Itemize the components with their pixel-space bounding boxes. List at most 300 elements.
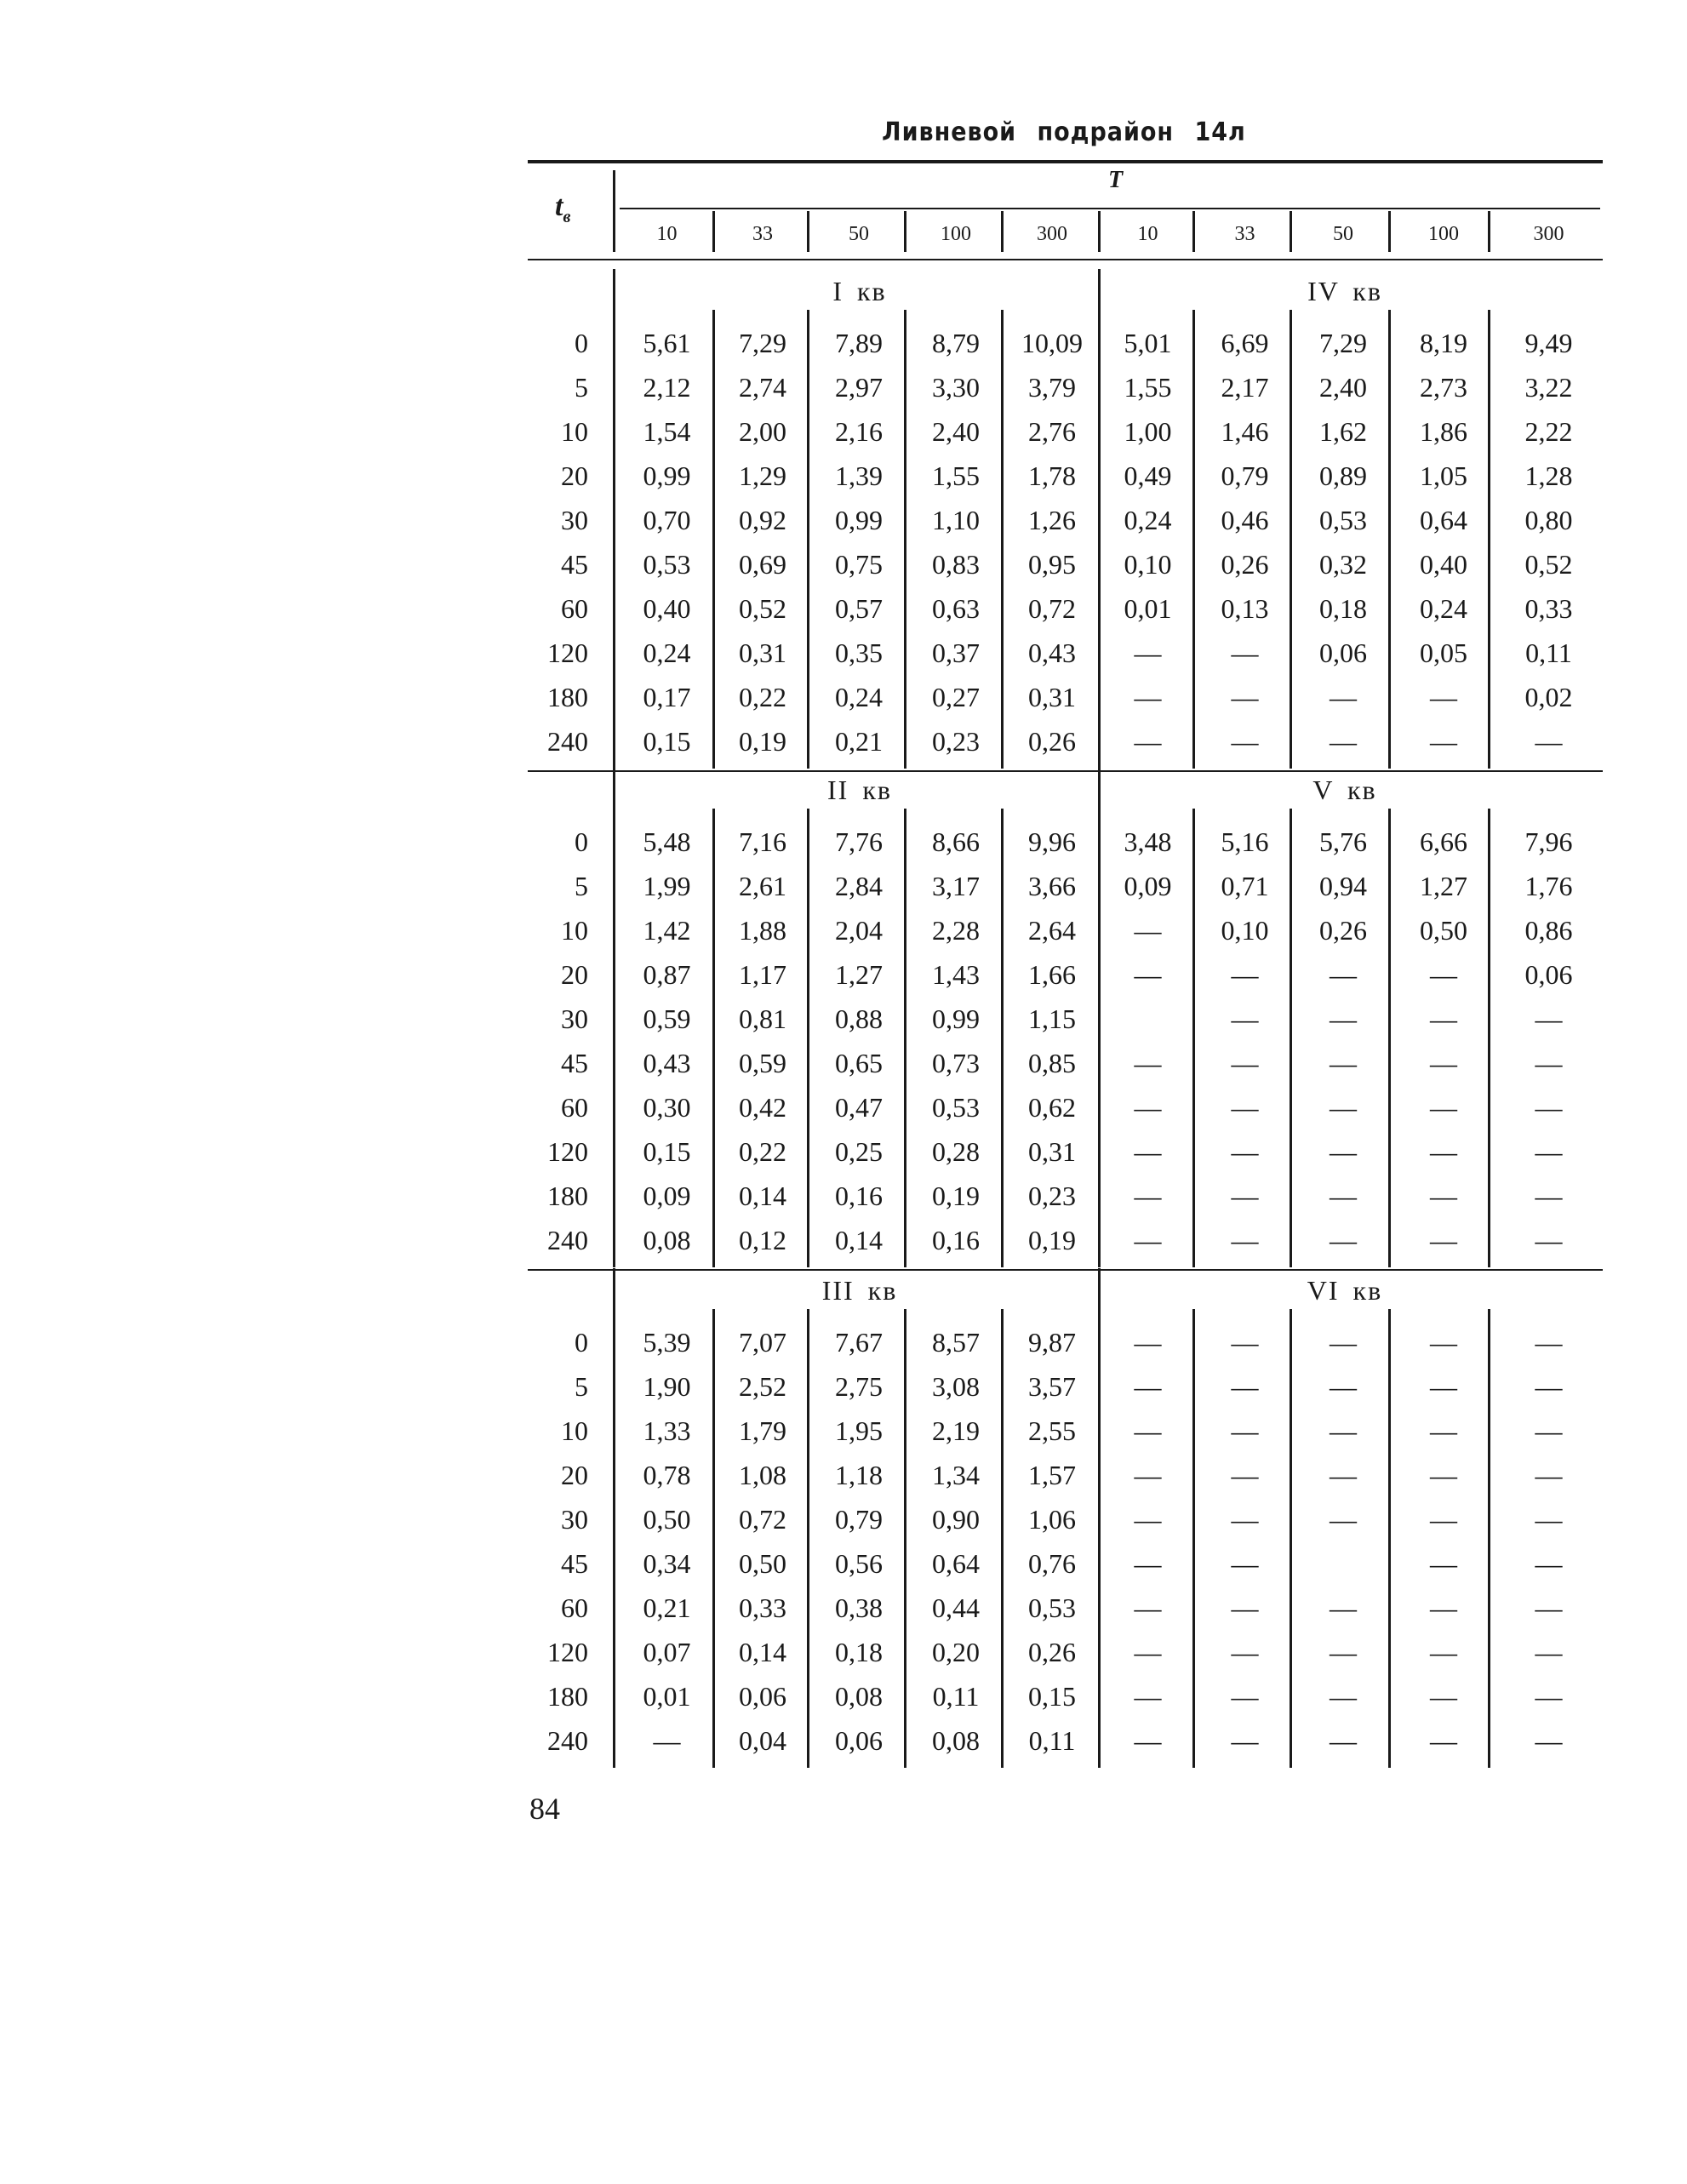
table-cell: —	[1535, 1637, 1563, 1667]
table-cell: 0,16	[835, 1181, 883, 1211]
table-cell: 0,26	[1028, 1637, 1076, 1667]
row-label: 240	[547, 726, 588, 757]
table-cell: 0,88	[835, 1003, 883, 1034]
table-cell: 0,43	[1028, 637, 1076, 668]
block-separator-rule	[528, 1269, 1603, 1271]
table-cell: 1,66	[1028, 959, 1076, 990]
table-cell: 0,02	[1524, 682, 1573, 712]
table-cell: 0,62	[1028, 1092, 1076, 1123]
row-label: 0	[575, 1327, 588, 1358]
table-cell: 9,49	[1524, 328, 1573, 358]
table-cell: —	[1535, 1092, 1563, 1123]
table-cell: 0,92	[739, 505, 786, 535]
table-cell: 0,31	[1028, 682, 1076, 712]
table-cell: —	[1430, 1415, 1457, 1446]
table-cell: 2,00	[739, 416, 786, 447]
table-cell: 1,10	[932, 505, 980, 535]
table-cell: 2,74	[739, 372, 786, 403]
header-bottom-rule	[528, 259, 1603, 260]
table-cell: 5,01	[1124, 328, 1172, 358]
table-cell: 1,55	[1124, 372, 1172, 403]
column-header: 100	[1428, 223, 1459, 245]
table-cell: 0,19	[932, 1181, 980, 1211]
table-cell: —	[1134, 1637, 1162, 1667]
table-cell: 9,87	[1028, 1327, 1076, 1358]
table-cell: 2,97	[835, 372, 883, 403]
table-cell: 0,19	[739, 726, 786, 757]
table-cell: 0,09	[1124, 871, 1172, 901]
table-cell: 0,14	[739, 1181, 786, 1211]
table-cell: 0,15	[643, 726, 691, 757]
table-cell: 0,25	[835, 1136, 883, 1167]
table-cell: 3,22	[1524, 372, 1573, 403]
column-group-header: T	[1108, 167, 1124, 193]
table-cell: —	[1535, 1327, 1563, 1358]
table-cell: 0,44	[932, 1592, 980, 1623]
table-cell: 0,24	[835, 682, 883, 712]
row-label: 5	[575, 871, 588, 901]
table-cell: 0,20	[932, 1637, 980, 1667]
table-cell: 0,71	[1221, 871, 1269, 901]
table-cell: 8,57	[932, 1327, 980, 1358]
table-cell: 0,23	[932, 726, 980, 757]
column-header: 33	[1234, 223, 1255, 245]
table-cell: 1,05	[1420, 460, 1467, 491]
table-cell: —	[1330, 1327, 1357, 1358]
header-column-divider	[1192, 211, 1195, 252]
row-label: 120	[547, 637, 588, 668]
table-cell: —	[1330, 1048, 1357, 1078]
table-cell: 0,22	[739, 1136, 786, 1167]
t-group-rule	[620, 208, 1600, 209]
row-label: 60	[561, 1092, 588, 1123]
table-cell: 7,76	[835, 826, 883, 857]
table-cell: —	[1231, 1092, 1259, 1123]
table-cell: 5,48	[643, 826, 691, 857]
table-cell: 1,15	[1028, 1003, 1076, 1034]
table-cell: —	[1430, 1225, 1457, 1255]
table-cell: 3,08	[932, 1371, 980, 1402]
row-label: 45	[561, 1548, 588, 1579]
table-cell: —	[1134, 1504, 1162, 1535]
section-label: I кв	[832, 276, 887, 306]
row-label: 20	[561, 460, 588, 491]
table-cell: 0,30	[643, 1092, 691, 1123]
table-cell: 9,96	[1028, 826, 1076, 857]
table-cell: 2,61	[739, 871, 786, 901]
table-cell: 0,90	[932, 1504, 980, 1535]
table-cell: 0,50	[739, 1548, 786, 1579]
table-cell: —	[1330, 1725, 1357, 1756]
table-cell: —	[1535, 1460, 1563, 1490]
row-label: 10	[561, 915, 588, 946]
table-cell: 2,40	[932, 416, 980, 447]
top-rule	[528, 160, 1603, 163]
section-label: VI кв	[1307, 1275, 1383, 1306]
row-label: 180	[547, 1681, 588, 1712]
table-cell: —	[1535, 1003, 1563, 1034]
table-cell: 0,86	[1524, 915, 1573, 946]
row-label: 45	[561, 1048, 588, 1078]
row-label: 20	[561, 1460, 588, 1490]
table-cell: 2,84	[835, 871, 883, 901]
table-cell: —	[1231, 1003, 1259, 1034]
table-cell: 0,26	[1319, 915, 1367, 946]
header-column-divider	[1001, 211, 1004, 252]
table-cell: 3,79	[1028, 372, 1076, 403]
table-cell: —	[1134, 1592, 1162, 1623]
column-header: 33	[752, 223, 773, 245]
table-cell: —	[1330, 959, 1357, 990]
table-cell: 1,46	[1221, 416, 1269, 447]
table-cell: 1,55	[932, 460, 980, 491]
table-cell: 2,12	[643, 372, 691, 403]
table-cell: 8,19	[1420, 328, 1467, 358]
column-header: 300	[1037, 223, 1067, 245]
table-cell: —	[1231, 682, 1259, 712]
table-cell: 0,78	[643, 1460, 691, 1490]
row-label: 20	[561, 959, 588, 990]
section-label: II кв	[827, 775, 892, 805]
row-header-label: $t_в$	[555, 191, 571, 226]
table-cell: —	[1430, 1048, 1457, 1078]
table-cell: —	[1330, 1504, 1357, 1535]
table-cell: 1,00	[1124, 416, 1172, 447]
table-cell: —	[1231, 1225, 1259, 1255]
table-cell: 0,35	[835, 637, 883, 668]
table-cell: 1,90	[643, 1371, 691, 1402]
table-cell: 0,01	[1124, 593, 1172, 624]
table-cell: —	[1535, 1136, 1563, 1167]
table-cell: 0,33	[739, 1592, 786, 1623]
table-cell: —	[1430, 1092, 1457, 1123]
row-label: 120	[547, 1136, 588, 1167]
row-label: 180	[547, 1181, 588, 1211]
table-cell: —	[1535, 1415, 1563, 1446]
table-cell: 0,15	[643, 1136, 691, 1167]
table-cell: 7,67	[835, 1327, 883, 1358]
table-cell: 0,31	[1028, 1136, 1076, 1167]
table-cell: 0,27	[932, 682, 980, 712]
table-cell: —	[1231, 1136, 1259, 1167]
column-header: 300	[1533, 223, 1564, 245]
table-cell: 1,42	[643, 915, 691, 946]
table-cell: —	[1134, 682, 1162, 712]
table-cell: 0,76	[1028, 1548, 1076, 1579]
row-label: 10	[561, 416, 588, 447]
table-cell: —	[1330, 1136, 1357, 1167]
table-cell: 0,10	[1221, 915, 1269, 946]
table-cell: 2,22	[1524, 416, 1573, 447]
header-divider	[613, 170, 615, 252]
table-cell: 1,18	[835, 1460, 883, 1490]
table-cell: 0,05	[1420, 637, 1467, 668]
header-column-divider	[1388, 211, 1391, 252]
table-cell: —	[1535, 1048, 1563, 1078]
table-cell: 0,14	[835, 1225, 883, 1255]
header-column-divider	[1290, 211, 1292, 252]
table-cell: 2,16	[835, 416, 883, 447]
header-column-divider	[807, 211, 809, 252]
table-cell: 0,46	[1221, 505, 1269, 535]
table-cell: 0,70	[643, 505, 691, 535]
table-cell: 7,89	[835, 328, 883, 358]
table-cell: —	[1430, 1003, 1457, 1034]
table-cell: 0,53	[1319, 505, 1367, 535]
header-column-divider	[1098, 211, 1101, 252]
row-label: 240	[547, 1725, 588, 1756]
table-cell: 2,64	[1028, 915, 1076, 946]
table-cell: 1,29	[739, 460, 786, 491]
table-cell: 1,17	[739, 959, 786, 990]
column-header: 50	[849, 223, 869, 245]
table-cell: 1,33	[643, 1415, 691, 1446]
table-cell: 0,06	[1319, 637, 1367, 668]
table-cell: —	[1134, 1681, 1162, 1712]
table-cell: 0,01	[643, 1681, 691, 1712]
section-label: III кв	[821, 1275, 898, 1306]
row-label: 30	[561, 1504, 588, 1535]
table-cell: 1,27	[835, 959, 883, 990]
column-header: 50	[1333, 223, 1353, 245]
table-cell: 0,99	[932, 1003, 980, 1034]
table-cell: —	[1430, 682, 1457, 712]
header-column-divider	[904, 211, 906, 252]
table-cell: —	[1231, 1504, 1259, 1535]
table-cell: 0,72	[739, 1504, 786, 1535]
table-cell: 0,69	[739, 549, 786, 580]
table-cell: 5,39	[643, 1327, 691, 1358]
table-cell: —	[1231, 1327, 1259, 1358]
table-cell: 0,23	[1028, 1181, 1076, 1211]
table-cell: —	[1330, 1225, 1357, 1255]
table-cell: —	[1330, 1181, 1357, 1211]
table-cell: —	[1231, 1048, 1259, 1078]
page-number: 84	[529, 1792, 560, 1826]
table-cell: 10,09	[1021, 328, 1083, 358]
row-label: 180	[547, 682, 588, 712]
table-cell: 1,99	[643, 871, 691, 901]
table-cell: 0,11	[1028, 1725, 1076, 1756]
table-cell: —	[1231, 1460, 1259, 1490]
table-cell: 2,40	[1319, 372, 1367, 403]
table-cell: 0,26	[1221, 549, 1269, 580]
header-column-divider	[1488, 211, 1490, 252]
table-cell: —	[1330, 1681, 1357, 1712]
section-label: V кв	[1312, 775, 1377, 805]
row-label: 60	[561, 1592, 588, 1623]
table-cell: —	[1231, 1637, 1259, 1667]
table-cell: 0,08	[835, 1681, 883, 1712]
table-cell: 0,14	[739, 1637, 786, 1667]
row-label: 5	[575, 372, 588, 403]
table-cell: 0,59	[643, 1003, 691, 1034]
row-label: 30	[561, 505, 588, 535]
table-cell: —	[1330, 1637, 1357, 1667]
table-cell: —	[1134, 726, 1162, 757]
table-cell: 0,18	[1319, 593, 1367, 624]
table-cell: —	[1430, 1548, 1457, 1579]
table-cell: —	[1430, 1725, 1457, 1756]
table-cell: 1,06	[1028, 1504, 1076, 1535]
table-cell: —	[1231, 1681, 1259, 1712]
table-cell: 0,73	[932, 1048, 980, 1078]
table-cell: 3,30	[932, 372, 980, 403]
table-cell: 0,57	[835, 593, 883, 624]
table-cell: 1,95	[835, 1415, 883, 1446]
table-cell: 1,86	[1420, 416, 1467, 447]
table-cell: —	[1535, 726, 1563, 757]
row-label: 0	[575, 826, 588, 857]
table-cell: 1,76	[1524, 871, 1573, 901]
table-cell: —	[1535, 1548, 1563, 1579]
header-column-divider	[712, 211, 715, 252]
table-cell: 0,94	[1319, 871, 1367, 901]
table-cell: 0,53	[643, 549, 691, 580]
table-cell: 0,26	[1028, 726, 1076, 757]
table-cell: 0,07	[643, 1637, 691, 1667]
table-cell: 1,28	[1524, 460, 1573, 491]
table-cell: 2,17	[1221, 372, 1269, 403]
block-left-border	[613, 1268, 615, 1768]
table-cell: 0,33	[1524, 593, 1573, 624]
table-cell: 5,61	[643, 328, 691, 358]
table-cell: 7,07	[739, 1327, 786, 1358]
table-cell: 1,27	[1420, 871, 1467, 901]
table-cell: —	[1330, 726, 1357, 757]
table-cell: 3,48	[1124, 826, 1172, 857]
table-cell: 0,72	[1028, 593, 1076, 624]
table-cell: 0,47	[835, 1092, 883, 1123]
table-cell: —	[1231, 1415, 1259, 1446]
table-cell: —	[1430, 1592, 1457, 1623]
section-label: IV кв	[1307, 276, 1382, 306]
table-cell: 0,79	[835, 1504, 883, 1535]
table-cell: —	[1134, 637, 1162, 668]
table-cell: —	[1430, 726, 1457, 757]
table-cell: —	[1134, 1371, 1162, 1402]
table-cell: 2,04	[835, 915, 883, 946]
table-cell: —	[1134, 1225, 1162, 1255]
table-cell: 0,75	[835, 549, 883, 580]
table-cell: —	[1330, 682, 1357, 712]
table-cell: 0,13	[1221, 593, 1269, 624]
table-cell: —	[1330, 1003, 1357, 1034]
table-cell: 0,83	[932, 549, 980, 580]
block-separator-rule	[528, 770, 1603, 772]
table-cell: 0,85	[1028, 1048, 1076, 1078]
block-left-border	[613, 768, 615, 1267]
table-cell: —	[1535, 1592, 1563, 1623]
table-cell: —	[1430, 1136, 1457, 1167]
table-cell: 1,62	[1319, 416, 1367, 447]
table-cell: —	[1134, 959, 1162, 990]
table-cell: 1,88	[739, 915, 786, 946]
column-header: 100	[941, 223, 971, 245]
table-cell: 0,09	[643, 1181, 691, 1211]
table-cell: 0,42	[739, 1092, 786, 1123]
table-cell: 6,69	[1221, 328, 1269, 358]
table-cell: —	[1231, 1181, 1259, 1211]
row-label: 10	[561, 1415, 588, 1446]
table-cell: 0,59	[739, 1048, 786, 1078]
table-cell: 0,15	[1028, 1681, 1076, 1712]
table-cell: —	[1134, 1460, 1162, 1490]
table-cell: 0,95	[1028, 549, 1076, 580]
row-label: 30	[561, 1003, 588, 1034]
table-cell: 2,75	[835, 1371, 883, 1402]
column-header: 10	[1137, 223, 1158, 245]
table-cell: —	[1430, 959, 1457, 990]
table-cell: 0,24	[1124, 505, 1172, 535]
table-cell: 0,11	[932, 1681, 980, 1712]
table-cell: 0,12	[739, 1225, 786, 1255]
table-cell: 0,17	[643, 682, 691, 712]
row-label: 5	[575, 1371, 588, 1402]
table-cell: 0,22	[739, 682, 786, 712]
table-cell: 0,04	[739, 1725, 786, 1756]
table-cell: 0,50	[643, 1504, 691, 1535]
table-cell: 0,24	[1420, 593, 1467, 624]
table-cell: 3,17	[932, 871, 980, 901]
table-cell: —	[1535, 1504, 1563, 1535]
table-cell: 0,53	[1028, 1592, 1076, 1623]
table-cell: —	[1134, 1327, 1162, 1358]
table-cell: 0,31	[739, 637, 786, 668]
table-cell: 0,16	[932, 1225, 980, 1255]
table-cell: 7,16	[739, 826, 786, 857]
table-cell: —	[1231, 1548, 1259, 1579]
table-title: Ливневой подрайон 14л	[882, 117, 1246, 147]
table-cell: —	[1134, 1415, 1162, 1446]
table-cell: 0,89	[1319, 460, 1367, 491]
table-cell: 0,06	[835, 1725, 883, 1756]
table-cell: 6,66	[1420, 826, 1467, 857]
table-cell: 5,76	[1319, 826, 1367, 857]
row-label: 120	[547, 1637, 588, 1667]
table-cell: 8,79	[932, 328, 980, 358]
table-cell: —	[1430, 1181, 1457, 1211]
table-cell: 0,56	[835, 1548, 883, 1579]
table-cell: 2,19	[932, 1415, 980, 1446]
table-cell: 0,99	[643, 460, 691, 491]
table-cell: —	[1535, 1371, 1563, 1402]
table-cell: 0,06	[739, 1681, 786, 1712]
table-cell: —	[1430, 1327, 1457, 1358]
table-cell: 0,08	[643, 1225, 691, 1255]
table-cell: 7,29	[1319, 328, 1367, 358]
table-cell: 7,29	[739, 328, 786, 358]
table-cell: —	[1535, 1225, 1563, 1255]
table-cell: —	[1134, 1725, 1162, 1756]
table-cell: 1,26	[1028, 505, 1076, 535]
table-cell: 0,81	[739, 1003, 786, 1034]
table-cell: 0,11	[1525, 637, 1572, 668]
table-cell: 0,21	[643, 1592, 691, 1623]
table-cell: 1,39	[835, 460, 883, 491]
table-cell: —	[1134, 1136, 1162, 1167]
table-cell: 0,32	[1319, 549, 1367, 580]
table-cell: 0,64	[932, 1548, 980, 1579]
table-cell: 1,54	[643, 416, 691, 447]
table-cell: 0,21	[835, 726, 883, 757]
table-cell: 0,34	[643, 1548, 691, 1579]
table-cell: 1,08	[739, 1460, 786, 1490]
table-cell: 0,43	[643, 1048, 691, 1078]
table-cell: 0,24	[643, 637, 691, 668]
table-cell: —	[1134, 1181, 1162, 1211]
table-cell: 1,78	[1028, 460, 1076, 491]
